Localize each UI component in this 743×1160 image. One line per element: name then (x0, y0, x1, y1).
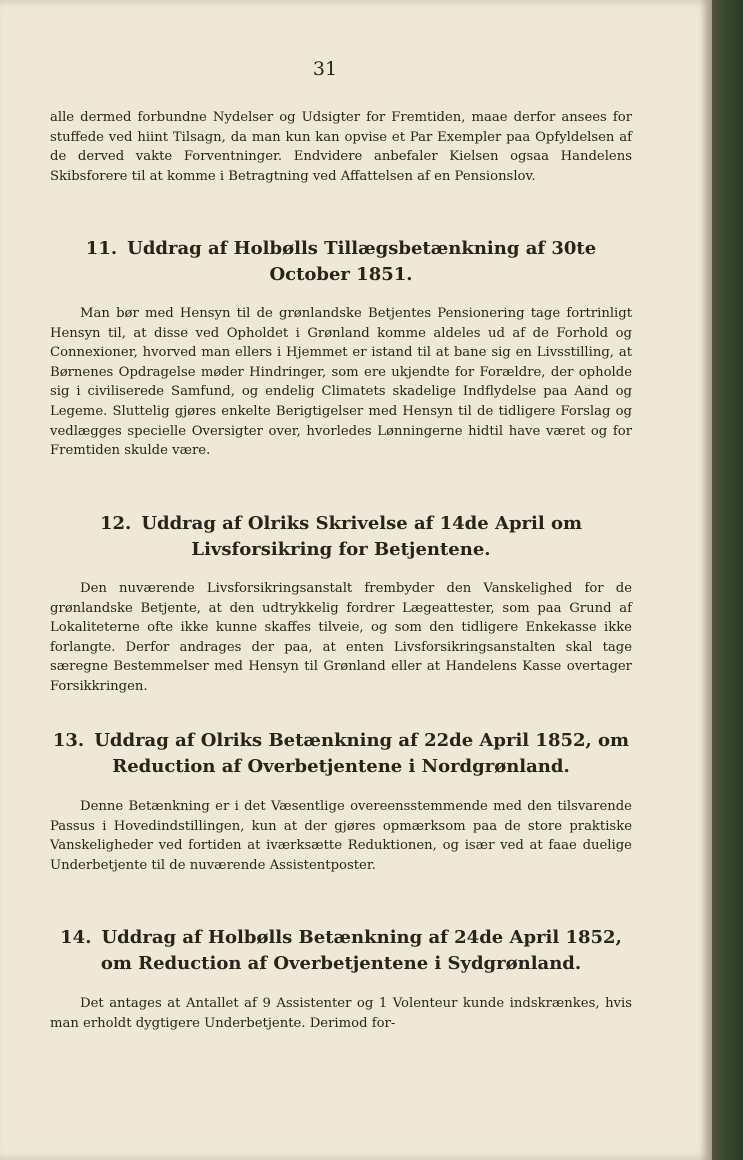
section-12 (50, 511, 632, 563)
book-binding (712, 0, 743, 1160)
section-number: 11. (85, 238, 118, 259)
section-heading (50, 236, 632, 288)
section-heading (50, 728, 632, 780)
intro-paragraph-block (50, 108, 632, 186)
section-title: Uddrag af Holbølls Tillægsbetænkning af 30te October 1851. (127, 238, 597, 285)
section-body: Man bør med Hensyn til de grønlandske Betjentes Pensionering tage fortrinligt Hensyn til, at disse ved Opholdet i Grønland komme aldeles ud af de Forhold og Connexioner, hvorved man ellers i Hjemmet er istand til at bane sig en Livsstilling, at Børnenes Opdragelse møder Hindringer, som ere ukjendte for Forældre, der opholde sig i civiliserede Samfund, og endelig Climatets skadelige Indflydelse paa Aand og Legeme. Sluttelig gjøres enkelte Berigtigelser med Hensyn til de tidligere Forslag og vedlægges specielle Oversigter over, hvorledes Lønningerne hidtil have været og for Fremtiden skulde være. (50, 306, 632, 459)
section-11-body-block (50, 304, 632, 461)
section-number: 13. (52, 730, 85, 751)
section-14 (50, 925, 632, 977)
section-title: Uddrag af Holbølls Betænkning af 24de April 1852, om Reduction af Overbetjentene i Sydgrønland. (100, 927, 622, 974)
section-title: Uddrag af Olriks Skrivelse af 14de April om Livsforsikring for Betjentene. (141, 513, 583, 560)
page-number: 31 (312, 58, 338, 80)
section-heading (50, 925, 632, 977)
section-number: 14. (60, 927, 92, 948)
section-13 (50, 728, 632, 780)
section-13-body-block (50, 797, 632, 875)
intro-paragraph: alle dermed forbundne Nydelser og Udsigter for Fremtiden, maae derfor ansees for stuffede ved hiint Tilsagn, da man kun kan opvise et Par Exempler paa Opfyldelsen af de derved vakte Forventninger. Endvidere anbefaler Kielsen ogsaa Handelens Skibsforere til at komme i Betragtning ved Affattelsen af en Pensionslov. (50, 110, 632, 184)
section-body: Denne Betænkning er i det Væsentlige overeensstemmende med den tilsvarende Passus i Hovedindstillingen, kun at der gjøres opmærksom paa de store praktiske Vanskeligheder ved fortiden at iværksætte Reduktionen, og især ved at faae duelige Underbetjente til de nuværende Assistentposter. (50, 799, 632, 873)
section-number: 12. (99, 513, 132, 534)
section-body: Den nuværende Livsforsikringsanstalt frembyder den Vanskelighed for de grønlandske Betjente, at den udtrykkelig fordrer Lægeattester, som paa Grund af Lokaliteterne ofte ikke kunne skaffes tilveie, og som den tidligere Enkekasse ikke forlangte. Derfor andrages der paa, at enten Livsforsikringsanstalten skal tage særegne Bestemmelser med Hensyn til Grønland eller at Handelens Kasse overtager Forsikkringen. (50, 581, 632, 694)
section-12-body-block (50, 579, 632, 697)
section-heading (50, 511, 632, 563)
section-body: Det antages at Antallet af 9 Assistenter og 1 Volenteur kunde indskrænkes, hvis man erholdt dygtigere Underbetjente. Derimod for- (50, 996, 632, 1031)
section-title: Uddrag af Olriks Betænkning af 22de April 1852, om Reduction af Overbetjentene i Nordgrønland. (94, 730, 630, 777)
section-14-body-block (50, 994, 632, 1033)
section-11 (50, 236, 632, 288)
